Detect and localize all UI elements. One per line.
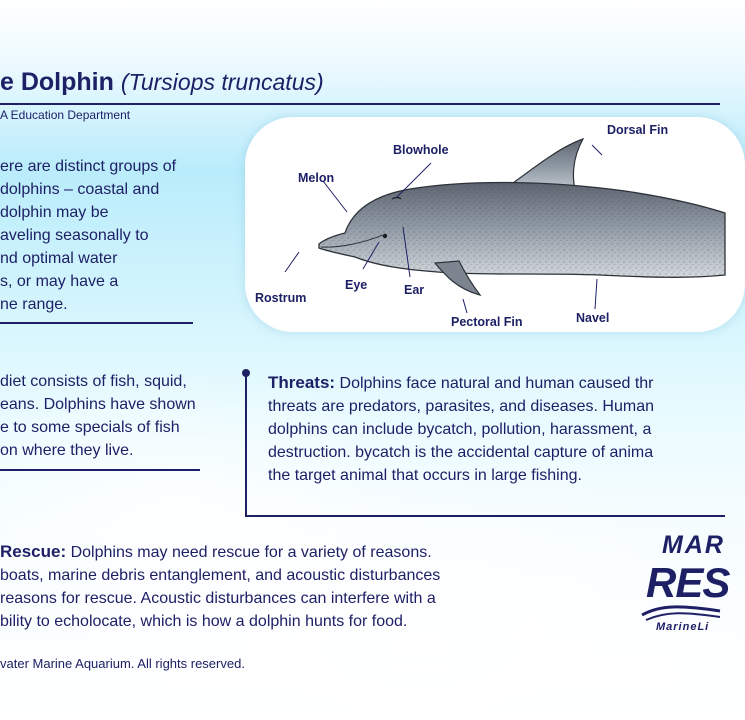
habitat-line: ne range. bbox=[0, 296, 68, 313]
diet-line: e to some specials of fish bbox=[0, 419, 180, 436]
logo-text-main: RES bbox=[646, 559, 730, 606]
title-common-name: e Dolphin bbox=[0, 68, 114, 96]
logo-tagline: MarineLi bbox=[656, 621, 710, 633]
wave-icon bbox=[640, 603, 720, 623]
habitat-line: aveling seasonally to bbox=[0, 227, 149, 244]
threats-line: destruction. bycatch is the accidental capture of anima bbox=[268, 444, 654, 461]
page-subtitle: A Education Department bbox=[0, 108, 131, 122]
diet-line: on where they live. bbox=[0, 442, 134, 459]
rescue-paragraph bbox=[0, 540, 440, 633]
threats-line: dolphins can include bycatch, pollution, harassment, a bbox=[268, 421, 652, 438]
habitat-line: ere are distinct groups of bbox=[0, 158, 177, 175]
title-scientific-name: (Tursiops truncatus) bbox=[120, 69, 324, 95]
threats-line: the target animal that occurs in large fishing. bbox=[268, 467, 582, 484]
diet-paragraph bbox=[0, 370, 196, 462]
marine-rescue-logo bbox=[640, 525, 730, 640]
label-eye: Eye bbox=[345, 278, 368, 292]
threats-vertical-rule bbox=[245, 376, 247, 516]
habitat-line: dolphin may be bbox=[0, 204, 109, 221]
threats-paragraph bbox=[268, 371, 654, 487]
label-ear: Ear bbox=[404, 283, 425, 297]
copyright-notice: vater Marine Aquarium. All rights reserved. bbox=[0, 656, 245, 671]
threats-line: Dolphins face natural and human caused thr bbox=[335, 375, 654, 392]
rescue-line: reasons for rescue. Acoustic disturbances can interfere with a bbox=[0, 590, 436, 607]
logo-text-top: MAR bbox=[662, 531, 725, 559]
habitat-line: nd optimal water bbox=[0, 250, 118, 267]
threats-divider bbox=[245, 515, 725, 517]
habitat-divider bbox=[0, 322, 193, 324]
label-melon: Melon bbox=[298, 171, 335, 185]
label-pectoral-fin: Pectoral Fin bbox=[451, 315, 523, 329]
label-navel: Navel bbox=[576, 311, 610, 325]
rescue-line: Dolphins may need rescue for a variety of reasons. bbox=[66, 544, 432, 561]
rescue-heading: Rescue: bbox=[0, 542, 67, 561]
dolphin-illustration bbox=[245, 117, 720, 332]
habitat-line: s, or may have a bbox=[0, 273, 119, 290]
label-blowhole: Blowhole bbox=[393, 143, 449, 157]
rescue-line: bility to echolocate, which is how a dolphin hunts for food. bbox=[0, 613, 408, 630]
threats-heading: Threats: bbox=[268, 373, 336, 392]
habitat-paragraph bbox=[0, 155, 176, 316]
label-rostrum: Rostrum bbox=[255, 291, 307, 305]
diet-divider bbox=[0, 469, 200, 471]
habitat-line: dolphins – coastal and bbox=[0, 181, 160, 198]
diet-line: diet consists of fish, squid, bbox=[0, 373, 187, 390]
label-dorsal-fin: Dorsal Fin bbox=[607, 123, 669, 137]
rescue-line: boats, marine debris entanglement, and acoustic disturbances bbox=[0, 567, 441, 584]
title-divider bbox=[0, 103, 720, 105]
page-title bbox=[0, 68, 324, 97]
diet-line: eans. Dolphins have shown bbox=[0, 396, 196, 413]
threats-line: threats are predators, parasites, and diseases. Human bbox=[268, 398, 654, 415]
